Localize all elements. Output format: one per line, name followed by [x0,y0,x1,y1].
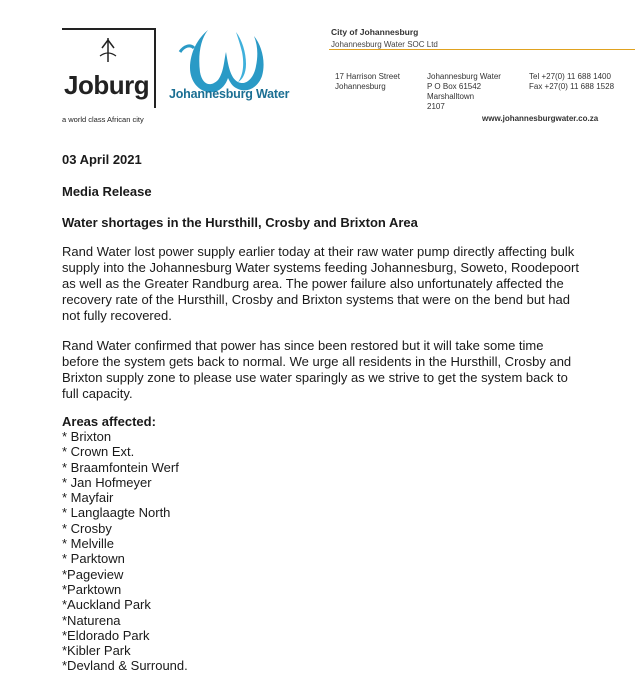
release-type: Media Release [62,184,152,199]
joburg-logo [62,28,158,112]
area-item: * Parktown [62,551,125,567]
release-date: 03 April 2021 [62,152,142,167]
street-address [335,72,400,92]
area-item: * Langlaagte North [62,505,171,521]
joburg-wordmark: Joburg [64,70,150,100]
area-item: *Kibler Park [62,643,131,659]
fax-number: Fax +27(0) 11 688 1528 [529,82,615,91]
body-paragraph-2: Rand Water confirmed that power has since been restored but it will take some time before the system gets back to normal. We urge all residents in the Hursthill, Crosby and Brixton supply zone to please use water sparingly as we strive to get the system back to full capacity. [62,338,572,401]
area-item: * Jan Hofmeyer [62,474,152,490]
area-item: * Mayfair [62,490,114,506]
postal-address [427,72,501,112]
area-item: *Parktown [62,581,122,597]
johannesburg-water-wordmark: Johannesburg Water [169,87,290,101]
website-link[interactable]: www.johannesburgwater.co.za [482,114,599,123]
org-company-name: Johannesburg Water SOC Ltd [331,40,438,49]
area-item: * Melville [62,536,115,552]
area-item: * Brixton [62,429,112,444]
street-address-line: 17 Harrison Street [335,72,400,81]
area-item: *Pageview [62,566,124,582]
street-address-line: Johannesburg [335,82,386,91]
joburg-tagline: a world class African city [62,115,144,124]
area-item: * Braamfontein Werf [62,459,179,475]
areas-affected-heading: Areas affected: [62,414,156,429]
postal-address-line: Johannesburg Water [427,72,501,81]
area-item: *Eldorado Park [62,627,150,643]
postal-address-line: 2107 [427,102,445,111]
org-city-name: City of Johannesburg [331,27,419,37]
area-item: *Auckland Park [62,597,151,613]
release-headline: Water shortages in the Hursthill, Crosby and Brixton Area [62,215,418,230]
area-item: *Naturena [62,612,121,628]
body-paragraph-1: Rand Water lost power supply earlier today at their raw water pump directly affecting bulk supply into the Johannesburg Water systems feeding Johannesburg, Soweto, Roodepoort as well as the Greater Randburg area. The power failure also unfortunately affected the recovery rate of the Hursthill, Crosby and Brixton systems that were on the bend but had not fully recovered. [62,244,579,323]
letterhead-divider [329,49,635,50]
contact-numbers [529,72,614,92]
area-item: * Crosby [62,520,112,536]
areas-affected-list [62,429,188,674]
postal-address-line: P O Box 61542 [427,82,482,91]
area-item: *Devland & Surround. [62,658,188,674]
area-item: * Crown Ext. [62,444,135,460]
telephone-number: Tel +27(0) 11 688 1400 [529,72,611,81]
postal-address-line: Marshalltown [427,92,475,101]
